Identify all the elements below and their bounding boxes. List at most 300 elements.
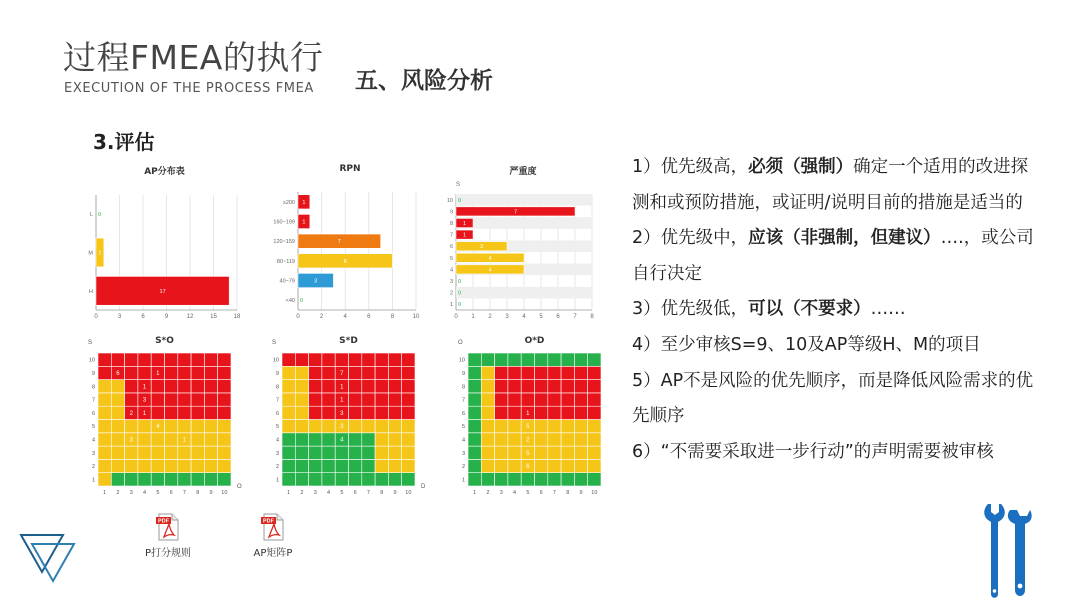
y-tick-label: 5 xyxy=(91,424,95,431)
matrix-cell xyxy=(535,393,548,406)
matrix-cell xyxy=(309,473,322,486)
matrix-cell xyxy=(574,380,587,393)
y-tick-label: 10 xyxy=(88,357,95,364)
y-tick-label: 9 xyxy=(461,370,465,377)
matrix-cell xyxy=(508,393,521,406)
matrix-cell xyxy=(375,353,388,366)
matrix-cell xyxy=(561,420,574,433)
tick-label: 15 xyxy=(210,314,217,320)
matrix-cell xyxy=(138,353,151,366)
bar-value-label: 3 xyxy=(314,278,318,285)
matrix-cell xyxy=(165,473,178,486)
category-label: <40 xyxy=(285,298,295,305)
matrix-cell xyxy=(178,353,191,366)
matrix-cell xyxy=(295,459,308,472)
y-axis-label: S xyxy=(88,340,93,346)
matrix-cell xyxy=(151,459,164,472)
x-tick-label: 7 xyxy=(552,490,556,496)
matrix-cell xyxy=(468,473,481,486)
y-tick-label: 10 xyxy=(458,357,465,364)
matrix-cell xyxy=(561,353,574,366)
sd-matrix-chart xyxy=(266,333,431,498)
chart-title: O*D xyxy=(524,336,545,346)
matrix-cell xyxy=(191,473,204,486)
severity-chart xyxy=(444,160,602,325)
matrix-cell xyxy=(548,433,561,446)
matrix-cell xyxy=(588,353,601,366)
matrix-cell xyxy=(535,446,548,459)
category-label: 7 xyxy=(449,232,453,239)
matrix-cell xyxy=(322,446,335,459)
count-label: 5 xyxy=(526,424,530,431)
matrix-cell xyxy=(508,433,521,446)
note-item xyxy=(632,150,1044,221)
matrix-cell xyxy=(98,366,111,379)
tick-label: 6 xyxy=(556,314,560,320)
matrix-cell xyxy=(335,446,348,459)
matrix-cell xyxy=(204,393,217,406)
matrix-cell xyxy=(322,473,335,486)
matrix-cell xyxy=(322,459,335,472)
matrix-cell xyxy=(204,353,217,366)
matrix-cell xyxy=(402,473,415,486)
matrix-cell xyxy=(151,433,164,446)
matrix-cell xyxy=(282,353,295,366)
so-matrix-chart xyxy=(82,333,247,498)
tick-label: 3 xyxy=(505,314,509,320)
x-tick-label: 2 xyxy=(116,490,120,496)
count-label: 1 xyxy=(340,384,344,391)
matrix-cell xyxy=(508,420,521,433)
category-label: 2 xyxy=(449,290,453,297)
evaluation-notes xyxy=(632,150,1044,470)
band-stripe xyxy=(456,194,592,206)
matrix-cell xyxy=(218,380,231,393)
note-item xyxy=(632,221,1044,292)
matrix-cell xyxy=(574,420,587,433)
count-label: 1 xyxy=(156,370,160,377)
matrix-cell xyxy=(574,366,587,379)
matrix-cell xyxy=(125,366,138,379)
y-tick-label: 7 xyxy=(461,397,465,404)
matrix-cell xyxy=(151,393,164,406)
y-tick-label: 9 xyxy=(91,370,95,377)
matrix-cell xyxy=(98,433,111,446)
matrix-cell xyxy=(548,406,561,419)
bar-value-label: 1 xyxy=(462,232,467,239)
matrix-cell xyxy=(98,473,111,486)
bar-value-label: 1 xyxy=(302,219,306,226)
tick-label: 5 xyxy=(539,314,543,320)
matrix-cell xyxy=(309,433,322,446)
matrix-cell xyxy=(125,446,138,459)
pdf-badge: PDF xyxy=(158,518,169,525)
matrix-cell xyxy=(349,406,362,419)
y-tick-label: 3 xyxy=(461,450,465,457)
category-label: 6 xyxy=(449,244,453,251)
count-label: 6 xyxy=(116,370,120,377)
y-tick-label: 7 xyxy=(91,397,95,404)
matrix-cell xyxy=(204,420,217,433)
matrix-cell xyxy=(574,393,587,406)
x-tick-label: 7 xyxy=(366,490,370,496)
matrix-cell xyxy=(191,366,204,379)
matrix-cell xyxy=(508,406,521,419)
count-label: 6 xyxy=(526,464,530,471)
matrix-cell xyxy=(111,420,124,433)
matrix-cell xyxy=(295,393,308,406)
matrix-cell xyxy=(588,446,601,459)
matrix-cell xyxy=(309,353,322,366)
count-label: 4 xyxy=(156,424,160,431)
matrix-cell xyxy=(388,433,401,446)
matrix-cell xyxy=(349,353,362,366)
matrix-cell xyxy=(98,393,111,406)
note-text: ….，或公司自行决定 xyxy=(632,228,1034,284)
count-label: 3 xyxy=(340,424,344,431)
matrix-cell xyxy=(98,380,111,393)
category-label: 8 xyxy=(449,221,453,227)
matrix-cell xyxy=(111,393,124,406)
tick-label: 7 xyxy=(573,314,577,320)
matrix-cell xyxy=(349,393,362,406)
matrix-cell xyxy=(362,420,375,433)
tick-label: 4 xyxy=(522,314,526,320)
x-tick-label: 5 xyxy=(526,490,530,496)
matrix-cell xyxy=(138,473,151,486)
matrix-cell xyxy=(322,366,335,379)
matrix-cell xyxy=(191,406,204,419)
matrix-cell xyxy=(588,459,601,472)
matrix-cell xyxy=(349,446,362,459)
matrix-cell xyxy=(322,353,335,366)
category-label: 1 xyxy=(449,302,453,309)
matrix-cell xyxy=(588,420,601,433)
matrix-cell xyxy=(535,459,548,472)
matrix-cell xyxy=(204,380,217,393)
category-label: 40~79 xyxy=(279,278,295,285)
matrix-cell xyxy=(111,406,124,419)
matrix-cell xyxy=(178,459,191,472)
matrix-cell xyxy=(165,353,178,366)
matrix-cell xyxy=(349,459,362,472)
matrix-cell xyxy=(165,393,178,406)
matrix-cell xyxy=(282,446,295,459)
matrix-cell xyxy=(111,446,124,459)
matrix-cell xyxy=(98,459,111,472)
matrix-cell xyxy=(574,433,587,446)
matrix-cell xyxy=(561,380,574,393)
tick-label: 9 xyxy=(164,314,169,320)
x-axis-label: O xyxy=(237,484,242,490)
y-tick-label: 9 xyxy=(275,370,279,377)
matrix-cell xyxy=(204,433,217,446)
matrix-cell xyxy=(362,353,375,366)
matrix-cell xyxy=(495,433,508,446)
matrix-cell xyxy=(282,366,295,379)
matrix-cell xyxy=(295,380,308,393)
matrix-cell xyxy=(335,459,348,472)
category-label: ≥200 xyxy=(282,199,295,206)
count-label: 4 xyxy=(340,437,344,444)
note-emphasis: 可以（不要求） xyxy=(748,299,871,320)
x-tick-label: 1 xyxy=(287,490,291,496)
matrix-cell xyxy=(588,473,601,486)
count-label: 2 xyxy=(526,437,530,444)
tick-label: 0 xyxy=(296,314,300,320)
matrix-cell xyxy=(588,366,601,379)
matrix-cell xyxy=(204,446,217,459)
matrix-cell xyxy=(309,459,322,472)
pdf-attachment-scoring-rules[interactable] xyxy=(138,513,198,559)
matrix-cell xyxy=(282,406,295,419)
matrix-cell xyxy=(282,459,295,472)
category-label: 4 xyxy=(449,267,453,274)
subsection-title: 3.评估 xyxy=(93,130,155,154)
x-tick-label: 10 xyxy=(405,490,412,496)
y-tick-label: 2 xyxy=(461,464,465,471)
matrix-cell xyxy=(375,393,388,406)
matrix-cell xyxy=(481,459,494,472)
matrix-cell xyxy=(535,433,548,446)
count-label: 1 xyxy=(142,410,147,417)
matrix-cell xyxy=(138,446,151,459)
matrix-cell xyxy=(362,433,375,446)
matrix-cell xyxy=(218,406,231,419)
tick-label: 0 xyxy=(94,314,98,320)
band-stripe xyxy=(456,287,592,299)
matrix-cell xyxy=(282,473,295,486)
y-tick-label: 10 xyxy=(272,357,279,364)
matrix-cell xyxy=(295,473,308,486)
matrix-cell xyxy=(535,420,548,433)
od-matrix-chart xyxy=(452,333,617,498)
count-label: 3 xyxy=(142,397,147,404)
bar-value-label: 1 xyxy=(302,199,306,206)
x-tick-label: 4 xyxy=(513,490,517,496)
matrix-cell xyxy=(574,446,587,459)
x-tick-label: 6 xyxy=(169,490,173,496)
count-label: 1 xyxy=(182,437,187,444)
y-tick-label: 3 xyxy=(275,450,279,457)
matrix-cell xyxy=(548,446,561,459)
matrix-cell xyxy=(574,353,587,366)
matrix-cell xyxy=(468,459,481,472)
matrix-cell xyxy=(468,433,481,446)
matrix-cell xyxy=(165,459,178,472)
matrix-cell xyxy=(178,366,191,379)
x-tick-label: 8 xyxy=(566,490,570,496)
triangle-logo-icon xyxy=(18,530,78,589)
note-item xyxy=(632,364,1044,435)
chart-title: 严重度 xyxy=(509,167,537,177)
x-tick-label: 4 xyxy=(143,490,147,496)
matrix-cell xyxy=(574,406,587,419)
matrix-cell xyxy=(548,393,561,406)
matrix-cell xyxy=(165,420,178,433)
x-tick-label: 10 xyxy=(221,490,228,496)
so-matrix-svg xyxy=(82,333,247,498)
matrix-cell xyxy=(295,420,308,433)
matrix-cell xyxy=(402,459,415,472)
matrix-cell xyxy=(535,366,548,379)
matrix-cell xyxy=(468,353,481,366)
matrix-cell xyxy=(218,433,231,446)
attachment-label: P打分规则 xyxy=(144,548,192,559)
matrix-cell xyxy=(295,406,308,419)
category-label: 80~119 xyxy=(276,258,295,265)
bar-value-label: 0 xyxy=(458,279,462,285)
matrix-cell xyxy=(138,366,151,379)
matrix-cell xyxy=(375,366,388,379)
attachment-label: AP矩阵P xyxy=(253,548,293,559)
note-item xyxy=(632,435,1044,471)
matrix-cell xyxy=(481,406,494,419)
bar-value-label: 7 xyxy=(513,209,518,216)
matrix-cell xyxy=(204,406,217,419)
x-tick-label: 3 xyxy=(129,490,133,496)
matrix-cell xyxy=(204,366,217,379)
x-tick-label: 6 xyxy=(539,490,543,496)
matrix-cell xyxy=(388,420,401,433)
tick-label: 4 xyxy=(343,314,347,320)
matrix-cell xyxy=(191,459,204,472)
y-tick-label: 5 xyxy=(461,424,465,431)
y-axis-label: S xyxy=(456,182,461,188)
matrix-cell xyxy=(125,353,138,366)
matrix-cell xyxy=(508,366,521,379)
bar-value-label: 0 xyxy=(458,197,462,204)
bar-value-label: 8 xyxy=(343,258,347,265)
matrix-cell xyxy=(178,446,191,459)
note-emphasis: 必须（强制） xyxy=(748,157,854,177)
rpn-chart xyxy=(273,160,424,325)
matrix-cell xyxy=(375,446,388,459)
category-label: 120~159 xyxy=(273,239,295,246)
y-tick-label: 4 xyxy=(461,437,465,444)
category-label: H xyxy=(89,288,93,295)
matrix-cell xyxy=(309,406,322,419)
rpn-chart-svg xyxy=(273,160,424,325)
tick-label: 10 xyxy=(412,314,420,320)
matrix-cell xyxy=(495,380,508,393)
matrix-cell xyxy=(561,433,574,446)
matrix-cell xyxy=(165,446,178,459)
matrix-cell xyxy=(561,459,574,472)
y-tick-label: 6 xyxy=(91,410,95,417)
matrix-cell xyxy=(495,393,508,406)
x-tick-label: 2 xyxy=(300,490,304,496)
matrix-cell xyxy=(535,380,548,393)
matrix-cell xyxy=(138,433,151,446)
matrix-cell xyxy=(218,393,231,406)
matrix-cell xyxy=(388,353,401,366)
matrix-cell xyxy=(468,366,481,379)
matrix-cell xyxy=(125,380,138,393)
matrix-cell xyxy=(362,473,375,486)
bar-value-label: 0 xyxy=(458,290,462,297)
note-item xyxy=(632,328,1044,364)
bar-value-label: 1 xyxy=(462,221,467,227)
matrix-cell xyxy=(388,406,401,419)
matrix-cell xyxy=(495,353,508,366)
matrix-cell xyxy=(309,366,322,379)
matrix-cell xyxy=(111,433,124,446)
category-label: L xyxy=(89,212,93,219)
matrix-cell xyxy=(388,446,401,459)
y-tick-label: 1 xyxy=(91,477,95,484)
matrix-cell xyxy=(521,366,534,379)
count-label: 1 xyxy=(340,397,344,404)
matrix-cell xyxy=(111,353,124,366)
y-tick-label: 3 xyxy=(91,450,95,457)
matrix-cell xyxy=(178,393,191,406)
bar-value-label: 4 xyxy=(488,255,492,262)
y-tick-label: 6 xyxy=(275,410,279,417)
matrix-cell xyxy=(521,353,534,366)
y-tick-label: 1 xyxy=(275,477,279,484)
x-tick-label: 1 xyxy=(473,490,477,496)
matrix-cell xyxy=(309,380,322,393)
matrix-cell xyxy=(574,459,587,472)
matrix-cell xyxy=(191,433,204,446)
matrix-cell xyxy=(204,473,217,486)
tick-label: 6 xyxy=(367,314,371,320)
matrix-cell xyxy=(481,380,494,393)
matrix-cell xyxy=(322,433,335,446)
matrix-cell xyxy=(335,353,348,366)
matrix-cell xyxy=(388,366,401,379)
matrix-cell xyxy=(481,446,494,459)
matrix-cell xyxy=(349,366,362,379)
matrix-cell xyxy=(98,353,111,366)
matrix-cell xyxy=(588,406,601,419)
matrix-cell xyxy=(165,406,178,419)
note-emphasis: 应该（非强制，但建议） xyxy=(748,228,941,249)
matrix-cell xyxy=(468,380,481,393)
matrix-cell xyxy=(468,420,481,433)
y-tick-label: 8 xyxy=(275,384,279,391)
matrix-cell xyxy=(309,446,322,459)
y-tick-label: 8 xyxy=(461,384,465,391)
matrix-cell xyxy=(375,406,388,419)
x-tick-label: 7 xyxy=(182,490,186,496)
matrix-cell xyxy=(322,393,335,406)
chart-title: S*O xyxy=(155,336,174,346)
matrix-cell xyxy=(535,353,548,366)
matrix-cell xyxy=(125,473,138,486)
x-tick-label: 9 xyxy=(579,490,583,496)
matrix-cell xyxy=(402,420,415,433)
matrix-cell xyxy=(362,406,375,419)
matrix-cell xyxy=(468,393,481,406)
wrench-icon xyxy=(982,500,1032,606)
category-label: 9 xyxy=(449,209,453,216)
matrix-cell xyxy=(561,393,574,406)
count-label: 3 xyxy=(340,410,344,417)
matrix-cell xyxy=(151,380,164,393)
matrix-cell xyxy=(588,433,601,446)
matrix-cell xyxy=(548,420,561,433)
matrix-cell xyxy=(508,473,521,486)
count-label: 3 xyxy=(129,437,133,444)
tick-label: 1 xyxy=(471,314,475,320)
y-axis-label: S xyxy=(272,340,277,346)
matrix-cell xyxy=(191,393,204,406)
matrix-cell xyxy=(295,366,308,379)
pdf-attachment-ap-matrix[interactable] xyxy=(243,513,303,559)
matrix-cell xyxy=(309,393,322,406)
